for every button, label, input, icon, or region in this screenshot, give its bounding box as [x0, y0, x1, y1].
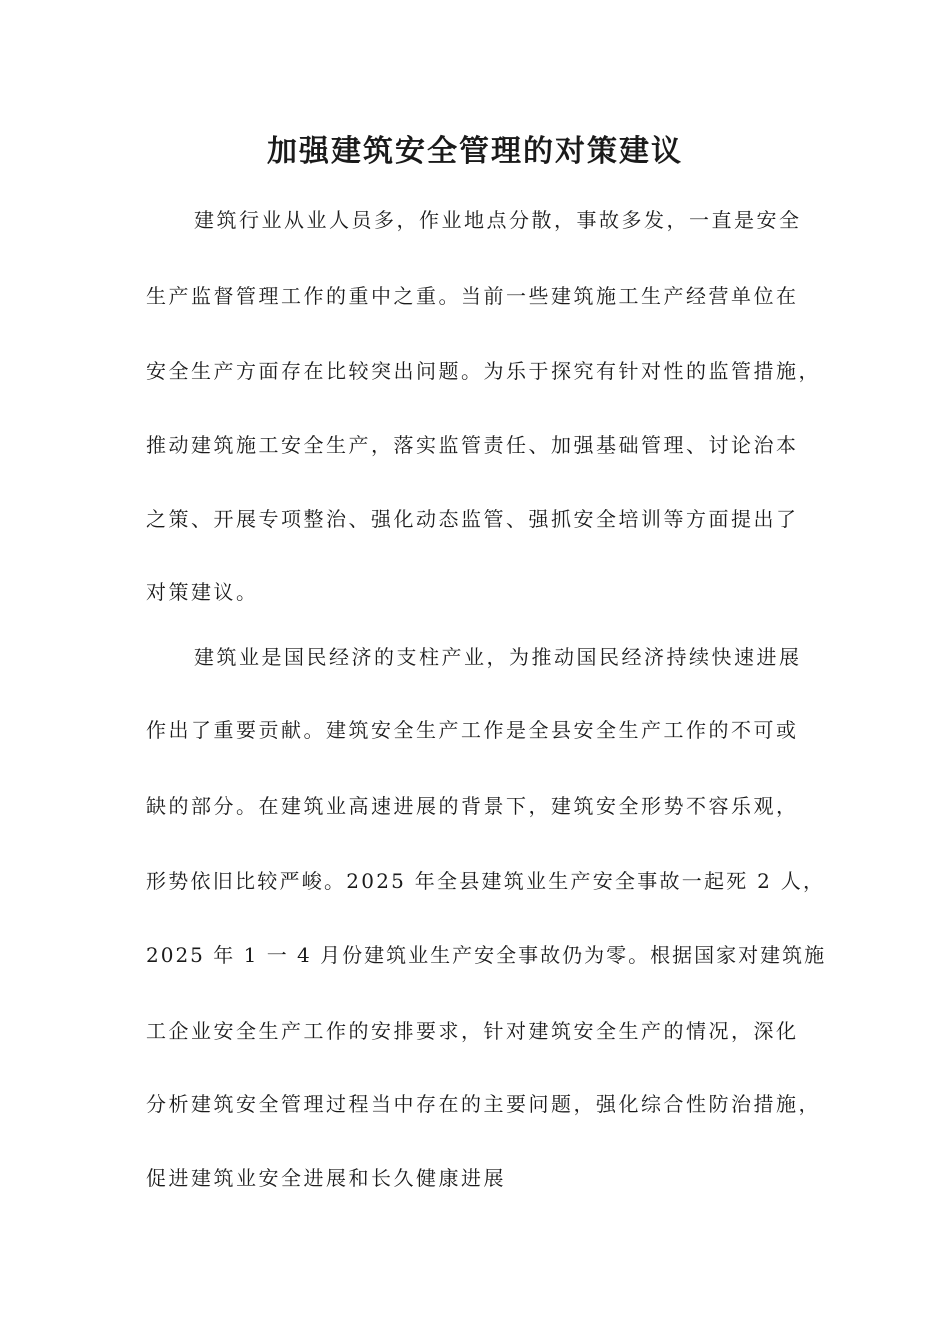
paragraph-line: 2025 年 1 一 4 月份建筑业生产安全事故仍为零。根据国家对建筑施: [146, 943, 827, 967]
paragraph-line: 推动建筑施工安全生产，落实监管责任、加强基础管理、讨论治本: [146, 433, 799, 457]
paragraph-line: 促进建筑业安全进展和长久健康进展: [146, 1166, 506, 1190]
document-title: 加强建筑安全管理的对策建议: [267, 134, 683, 169]
paragraph-line: 分析建筑安全管理过程当中存在的主要问题，强化综合性防治措施，: [146, 1092, 821, 1116]
paragraph-line: 形势依旧比较严峻。2025 年全县建筑业生产安全事故一起死 2 人，: [146, 869, 826, 893]
paragraph-line: 缺的部分。在建筑业高速进展的背景下，建筑安全形势不容乐观，: [146, 794, 799, 818]
paragraph-line: 安全生产方面存在比较突出问题。为乐于探究有针对性的监管措施，: [146, 359, 821, 383]
paragraph-line: 工企业安全生产工作的安排要求，针对建筑安全生产的情况，深化: [146, 1019, 799, 1043]
paragraph-line: 对策建议。: [146, 580, 259, 604]
paragraph-line: 建筑行业从业人员多，作业地点分散，事故多发，一直是安全: [194, 208, 802, 232]
paragraph-line: 建筑业是国民经济的支柱产业，为推动国民经济持续快速进展: [194, 645, 802, 669]
paragraph-line: 之策、开展专项整治、强化动态监管、强抓安全培训等方面提出了: [146, 507, 799, 531]
paragraph-line: 生产监督管理工作的重中之重。当前一些建筑施工生产经营单位在: [146, 284, 799, 308]
paragraph-line: 作出了重要贡献。建筑安全生产工作是全县安全生产工作的不可或: [146, 718, 799, 742]
